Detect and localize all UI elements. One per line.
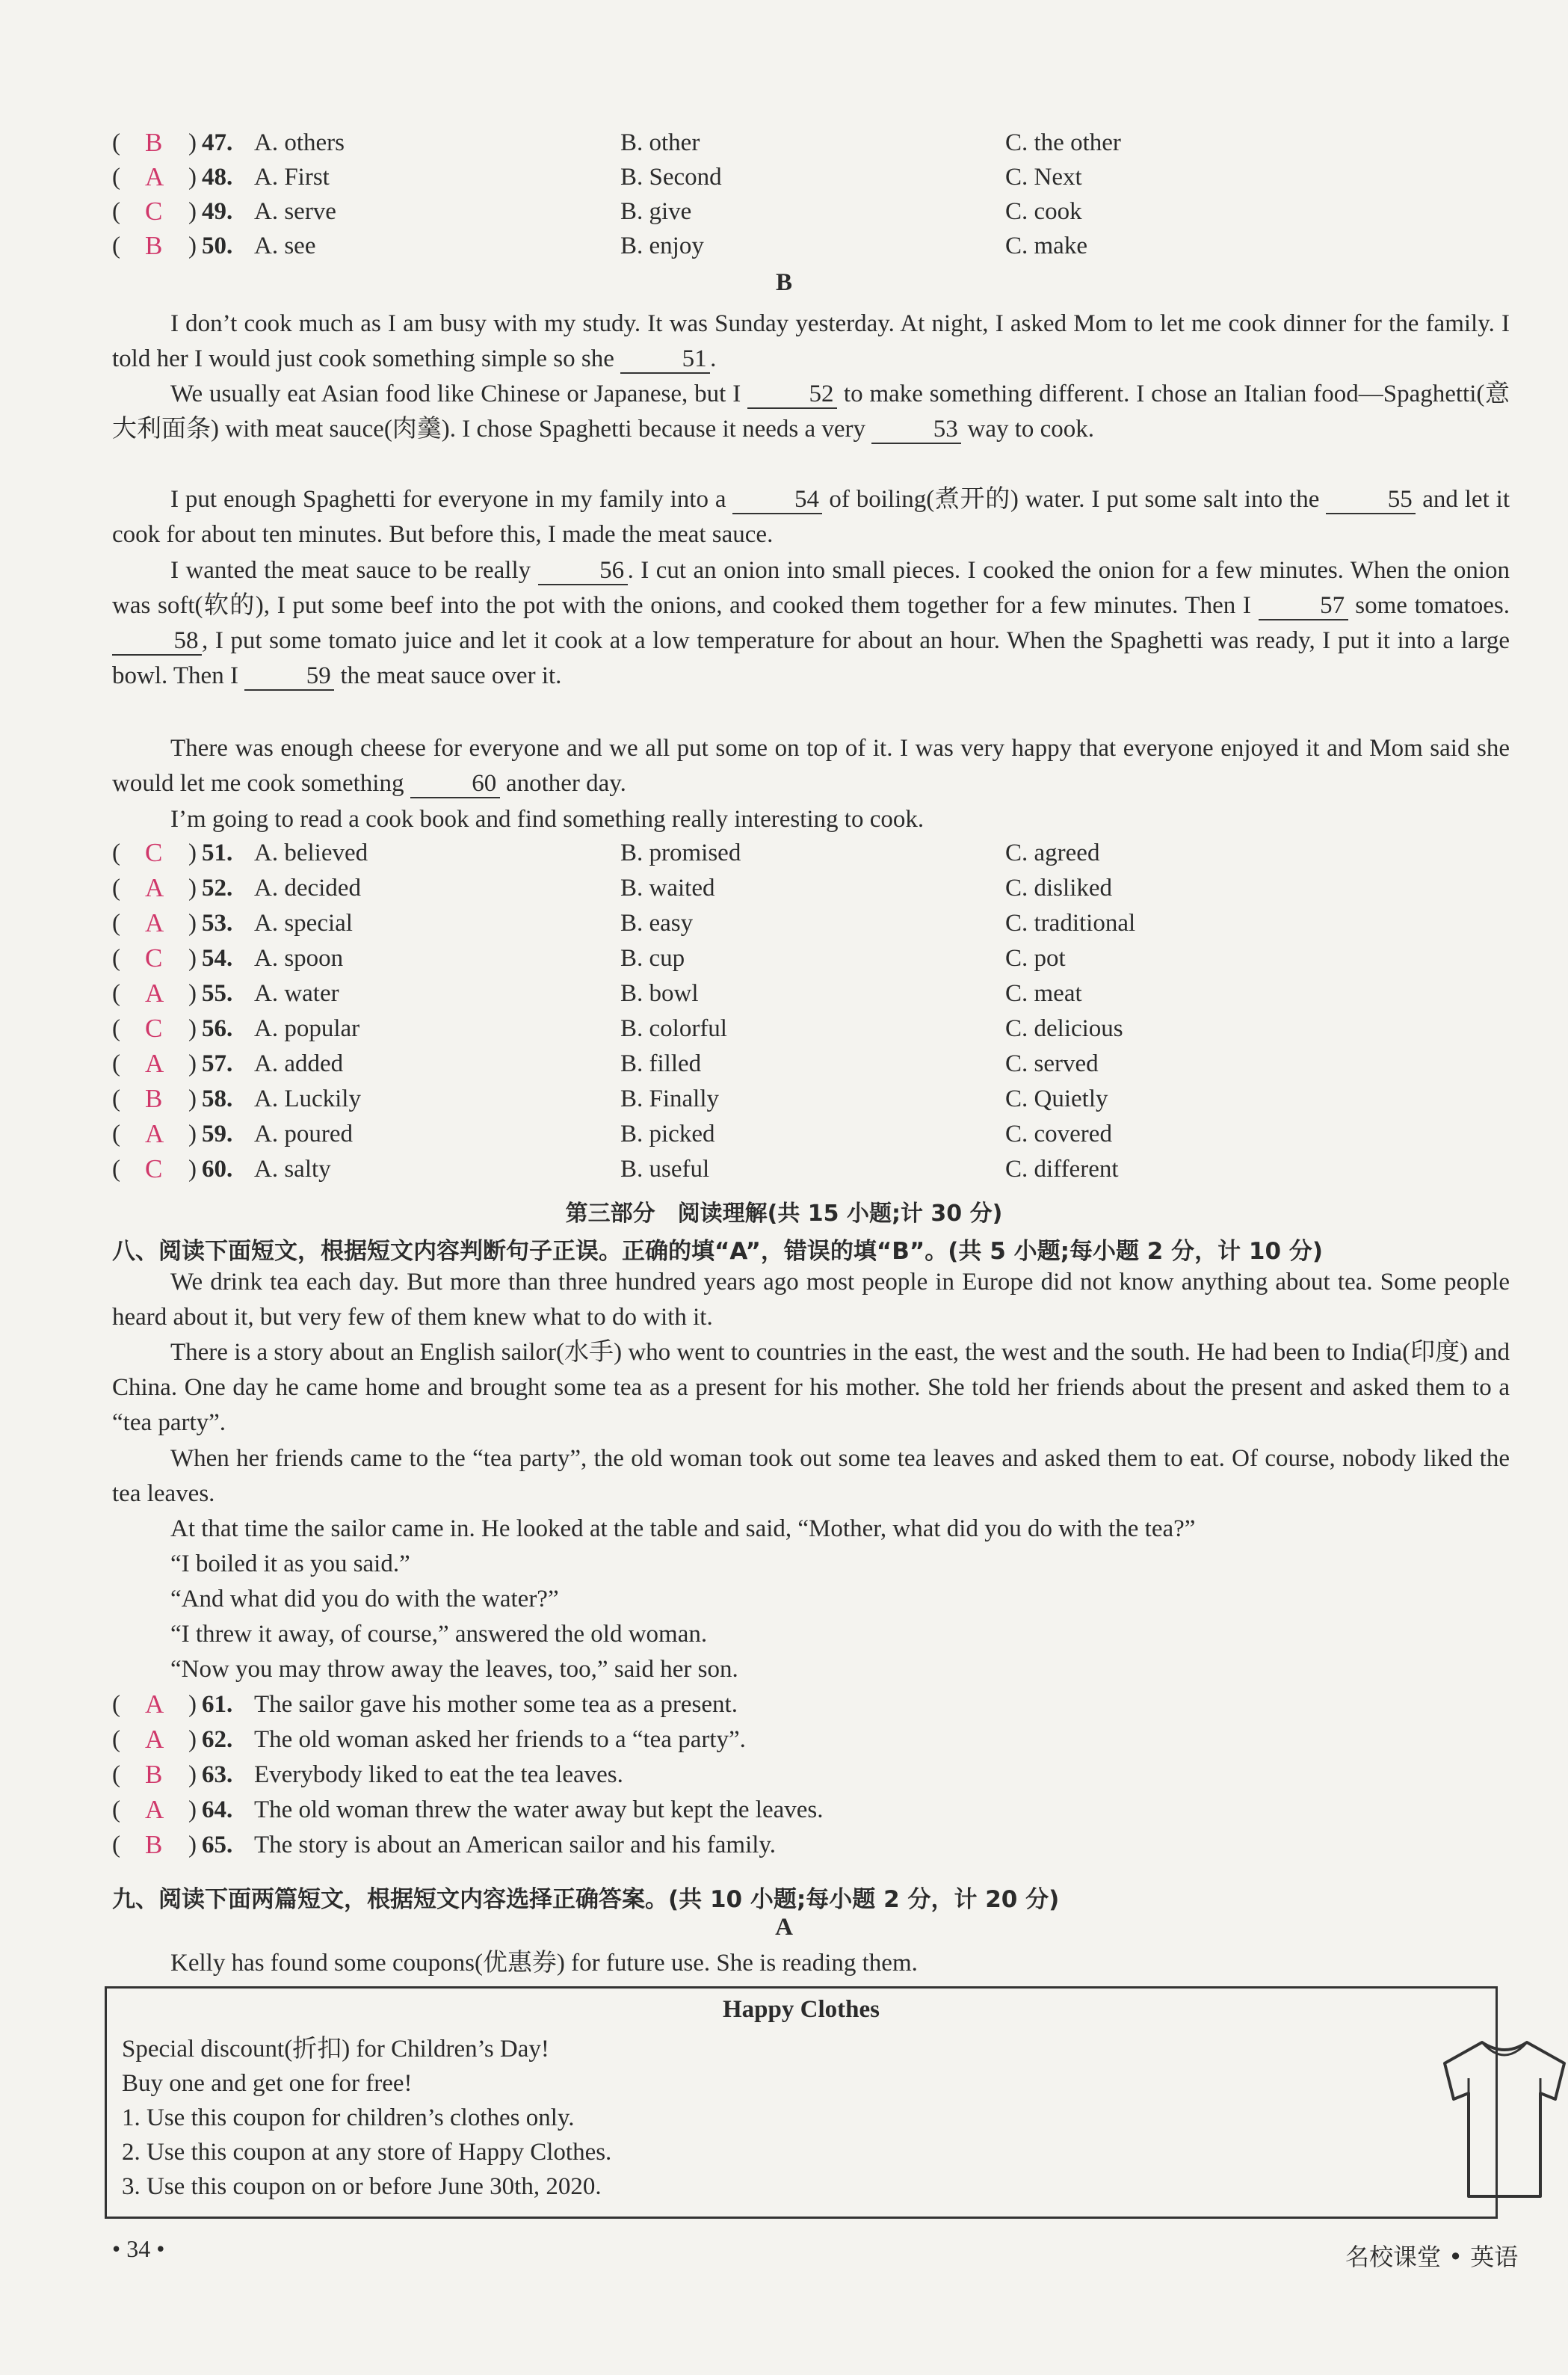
option-a: A. Luckily xyxy=(254,1085,361,1112)
question-number: 52. xyxy=(202,875,233,902)
paren-open: ( xyxy=(112,1156,120,1183)
passage-a-intro: Kelly has found some coupons(优惠券) for future use. She is reading them. xyxy=(170,1950,918,1977)
option-c: C. meat xyxy=(1005,980,1082,1007)
paren-open: ( xyxy=(112,1121,120,1148)
paren-open: ( xyxy=(112,945,120,972)
coupon-line: 1. Use this coupon for children’s clothes only. xyxy=(122,2104,575,2131)
coupon-title: Happy Clothes xyxy=(723,1996,880,2023)
coupon-line: 3. Use this coupon on or before June 30th, 2020. xyxy=(122,2173,602,2200)
tea-passage-paragraph: We drink tea each day. But more than three hundred years ago most people in Europe did not know anything about tea. Some people heard about it, but very few of them knew what to do with it. xyxy=(112,1269,1510,1331)
question-number: 60. xyxy=(202,1156,233,1183)
question-row xyxy=(112,1758,1532,1792)
paren-close: ) xyxy=(188,1015,197,1042)
question-row: ( B ) 50. A. see B. enjoy C. make xyxy=(112,229,1532,263)
answer-mark: B xyxy=(145,128,163,157)
tea-passage-paragraph: There is a story about an English sailor(水手) who went to countries in the east, the west and the south. He had been to India(印度) and China. One day he came home and brought some tea as a present for his mother. She told her friends about the present and asked them to a “tea party”. xyxy=(112,1339,1510,1436)
option-c: C. cook xyxy=(1005,198,1082,225)
question-number: 54. xyxy=(202,945,233,972)
option-c: C. pot xyxy=(1005,945,1066,972)
option-b: B. give xyxy=(620,198,692,225)
question-row xyxy=(112,1117,1532,1151)
question-row xyxy=(112,941,1532,976)
question-row xyxy=(112,871,1532,905)
passage-b-paragraph: We usually eat Asian food like Chinese or Japanese, but I 52 to make something different. I chose an Italian food—Spaghetti(意大利面条) with meat sauce(肉羹). I chose Spaghetti because it needs a very 53 way to cook. xyxy=(112,381,1510,443)
option-c: C. traditional xyxy=(1005,910,1136,937)
passage-b-title: B xyxy=(775,269,792,296)
blank-51: 51 xyxy=(620,345,710,374)
option-b: B. bowl xyxy=(620,980,699,1007)
tea-passage-paragraph: “Now you may throw away the leaves, too,” said her son. xyxy=(170,1656,738,1683)
statement-text: Everybody liked to eat the tea leaves. xyxy=(254,1761,623,1788)
tea-passage-paragraph: At that time the sailor came in. He looked at the table and said, “Mother, what did you do with the tea?” xyxy=(170,1515,1196,1542)
question-row xyxy=(112,1687,1532,1722)
question-row xyxy=(112,836,1532,870)
option-b: B. enjoy xyxy=(620,232,704,259)
question-row xyxy=(112,1011,1532,1046)
coupon-line: Buy one and get one for free! xyxy=(122,2070,413,2097)
option-a: A. others xyxy=(254,129,345,156)
section-eight-heading: 八、阅读下面短文，根据短文内容判断句子正误。正确的填“A”，错误的填“B”。(共 5 小题;每小题 2 分，计 10 分) xyxy=(112,1238,1324,1265)
paren-open: ( xyxy=(112,1691,120,1718)
tea-passage-paragraph: When her friends came to the “tea party”, the old woman took out some tea leaves and asked them to eat. Of course, nobody liked the tea leaves. xyxy=(112,1445,1510,1507)
paren-close: ) xyxy=(188,1761,197,1788)
blank-56: 56 xyxy=(538,557,628,585)
answer-mark: C xyxy=(145,838,163,867)
paren-close: ) xyxy=(188,1726,197,1753)
answer-mark: C xyxy=(145,1014,163,1043)
question-number: 65. xyxy=(202,1832,233,1858)
paren-close: ) xyxy=(188,1832,197,1858)
part-three-title: 第三部分 阅读理解(共 15 小题;计 30 分) xyxy=(565,1201,1003,1227)
blank-57: 57 xyxy=(1259,592,1348,620)
statement-text: The old woman asked her friends to a “tea party”. xyxy=(254,1726,746,1753)
option-b: B. cup xyxy=(620,945,685,972)
paren-close: ) xyxy=(188,980,197,1007)
passage-b-paragraph: I wanted the meat sauce to be really 56 . I cut an onion into small pieces. I cooked the onion for a few minutes. When the onion was soft(软的), I put some beef into the pot with the onions, and cooked them together for a few minutes. Then I 57 some tomatoes. 58 , I put some tomato juice and let it cook at a low temperature for about an hour. When the Spaghetti was ready, I put it into a large bowl. Then I 59 the meat sauce over it. xyxy=(112,557,1510,689)
answer-mark: C xyxy=(145,943,163,973)
paren-open: ( xyxy=(112,1015,120,1042)
paren-open: ( xyxy=(112,840,120,866)
paren-open: ( xyxy=(112,910,120,937)
option-a: A. believed xyxy=(254,840,368,866)
option-a: A. salty xyxy=(254,1156,331,1183)
paren-close: ) xyxy=(188,840,197,866)
answer-mark: A xyxy=(145,1795,164,1824)
blank-54: 54 xyxy=(732,486,822,514)
question-number: 59. xyxy=(202,1121,233,1148)
paren-open: ( xyxy=(112,875,120,902)
question-number: 58. xyxy=(202,1085,233,1112)
question-number: 53. xyxy=(202,910,233,937)
answer-mark: A xyxy=(145,979,164,1008)
answer-mark: B xyxy=(145,1760,163,1789)
paren-open: ( xyxy=(112,1761,120,1788)
option-c: C. different xyxy=(1005,1156,1119,1183)
option-a: A. added xyxy=(254,1050,344,1077)
passage-b-paragraph: I don’t cook much as I am busy with my study. It was Sunday yesterday. At night, I asked Mom to let me cook dinner for the family. I told her I would just cook something simple so she 51 . xyxy=(112,310,1510,372)
paren-close: ) xyxy=(188,1050,197,1077)
answer-mark: B xyxy=(145,1830,163,1859)
question-number: 56. xyxy=(202,1015,233,1042)
blank-58: 58 xyxy=(112,627,202,656)
blank-59: 59 xyxy=(244,662,334,691)
question-number: 50. xyxy=(202,232,233,259)
book-title: 名校课堂 • 英语 xyxy=(1345,2243,1519,2271)
option-c: C. the other xyxy=(1005,129,1121,156)
question-number: 64. xyxy=(202,1796,233,1823)
blank-60: 60 xyxy=(410,770,500,798)
answer-mark: B xyxy=(145,1084,163,1113)
question-number: 63. xyxy=(202,1761,233,1788)
answer-mark: A xyxy=(145,1049,164,1078)
passage-b-paragraph: I put enough Spaghetti for everyone in my family into a 54 of boiling(煮开的) water. I put some salt into the 55 and let it cook for about ten minutes. But before this, I made the meat sauce. xyxy=(112,486,1510,548)
question-row xyxy=(112,1722,1532,1757)
option-c: C. disliked xyxy=(1005,875,1113,902)
option-b: B. easy xyxy=(620,910,694,937)
question-number: 57. xyxy=(202,1050,233,1077)
question-row xyxy=(112,1152,1532,1186)
option-c: C. delicious xyxy=(1005,1015,1123,1042)
option-b: B. picked xyxy=(620,1121,715,1148)
answer-mark: A xyxy=(145,873,164,902)
option-a: A. serve xyxy=(254,198,336,225)
question-number: 61. xyxy=(202,1691,233,1718)
question-row xyxy=(112,976,1532,1011)
paren-close: ) xyxy=(188,1156,197,1183)
tea-passage-paragraph: “And what did you do with the water?” xyxy=(170,1586,559,1612)
paren-close: ) xyxy=(188,1085,197,1112)
paren-close: ) xyxy=(188,1796,197,1823)
option-b: B. filled xyxy=(620,1050,702,1077)
option-b: B. Finally xyxy=(620,1085,720,1112)
question-row xyxy=(112,1793,1532,1827)
option-c: C. Next xyxy=(1005,164,1082,191)
option-c: C. agreed xyxy=(1005,840,1100,866)
paren-close: ) xyxy=(188,1691,197,1718)
option-c: C. Quietly xyxy=(1005,1085,1108,1112)
option-c: C. served xyxy=(1005,1050,1099,1077)
question-row: ( C ) 49. A. serve B. give C. cook xyxy=(112,194,1532,229)
question-row xyxy=(112,1828,1532,1862)
option-a: A. poured xyxy=(254,1121,353,1148)
answer-mark: A xyxy=(145,1119,164,1148)
option-b: B. colorful xyxy=(620,1015,727,1042)
passage-b-paragraph: There was enough cheese for everyone and we all put some on top of it. I was very happy that everyone enjoyed it and Mom said she would let me cook something 60 another day. xyxy=(112,735,1510,797)
option-c: C. make xyxy=(1005,232,1087,259)
paren-open: ( xyxy=(112,1050,120,1077)
question-number: 47. xyxy=(202,129,233,156)
answer-mark: C xyxy=(145,197,163,226)
option-a: A. see xyxy=(254,232,316,259)
tea-passage-paragraph: “I threw it away, of course,” answered the old woman. xyxy=(170,1621,708,1648)
t-shirt-icon xyxy=(1437,2033,1568,2205)
paren-open: ( xyxy=(112,1832,120,1858)
question-row: ( A ) 48. A. First B. Second C. Next xyxy=(112,160,1532,194)
question-row xyxy=(112,1047,1532,1081)
option-a: A. spoon xyxy=(254,945,344,972)
blank-55: 55 xyxy=(1326,486,1416,514)
statement-text: The story is about an American sailor and his family. xyxy=(254,1832,777,1858)
section-nine-heading: 九、阅读下面两篇短文，根据短文内容选择正确答案。(共 10 小题;每小题 2 分，计 20 分) xyxy=(112,1886,1060,1913)
option-b: B. Second xyxy=(620,164,722,191)
option-b: B. waited xyxy=(620,875,715,902)
answer-mark: C xyxy=(145,1154,163,1183)
paren-close: ) xyxy=(188,910,197,937)
question-number: 55. xyxy=(202,980,233,1007)
paren-open: ( xyxy=(112,980,120,1007)
option-a: A. special xyxy=(254,910,353,937)
statement-text: The sailor gave his mother some tea as a present. xyxy=(254,1691,738,1718)
option-b: B. useful xyxy=(620,1156,710,1183)
paren-close: ) xyxy=(188,1121,197,1148)
answer-mark: A xyxy=(145,162,164,191)
option-b: B. other xyxy=(620,129,700,156)
page-number: • 34 • xyxy=(112,2235,165,2262)
paren-open: ( xyxy=(112,1726,120,1753)
blank-52: 52 xyxy=(747,381,837,409)
option-a: A. popular xyxy=(254,1015,360,1042)
blank-53: 53 xyxy=(871,416,961,444)
question-number: 62. xyxy=(202,1726,233,1753)
coupon-box xyxy=(105,1986,1498,2219)
question-row xyxy=(112,906,1532,940)
coupon-line: Special discount(折扣) for Children’s Day! xyxy=(122,2036,549,2063)
option-a: A. water xyxy=(254,980,339,1007)
answer-mark: A xyxy=(145,1689,164,1719)
option-c: C. covered xyxy=(1005,1121,1112,1148)
paren-open: ( xyxy=(112,1796,120,1823)
passage-b-paragraph: I’m going to read a cook book and find something really interesting to cook. xyxy=(170,806,925,833)
coupon-line: 2. Use this coupon at any store of Happy Clothes. xyxy=(122,2139,612,2166)
answer-mark: A xyxy=(145,1725,164,1754)
option-b: B. promised xyxy=(620,840,741,866)
paren-close: ) xyxy=(188,945,197,972)
question-row xyxy=(112,1082,1532,1116)
paren-open: ( xyxy=(112,1085,120,1112)
question-number: 49. xyxy=(202,198,233,225)
tea-passage-paragraph: “I boiled it as you said.” xyxy=(170,1550,410,1577)
option-a: A. First xyxy=(254,164,330,191)
statement-text: The old woman threw the water away but kept the leaves. xyxy=(254,1796,824,1823)
question-number: 51. xyxy=(202,840,233,866)
answer-mark: B xyxy=(145,231,163,260)
paren-close: ) xyxy=(188,875,197,902)
answer-mark: A xyxy=(145,908,164,937)
question-row: ( B ) 47. A. others B. other C. the other xyxy=(112,126,1532,160)
option-a: A. decided xyxy=(254,875,361,902)
passage-a-title: A xyxy=(775,1914,793,1941)
question-number: 48. xyxy=(202,164,233,191)
